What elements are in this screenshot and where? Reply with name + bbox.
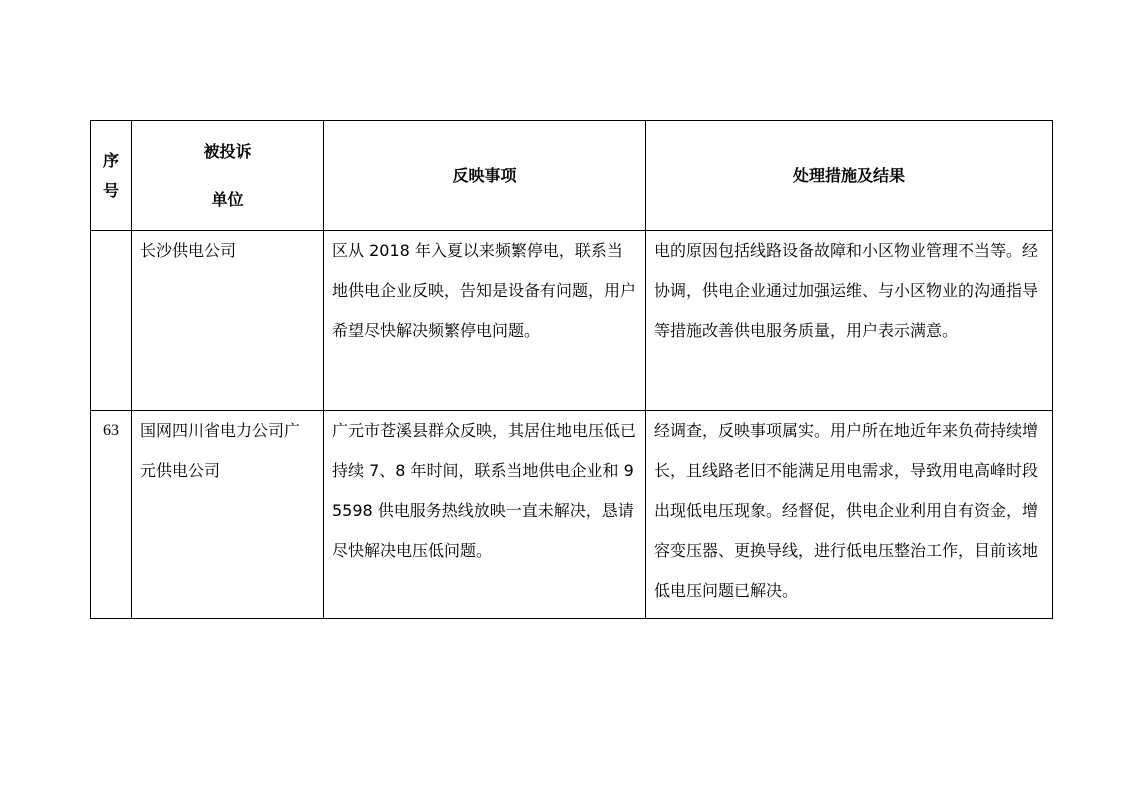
row-result [646,231,1053,411]
row-seq: 63 [91,411,132,619]
header-matter: 反映事项 [324,121,646,231]
header-seq-line2: 号 [102,180,119,200]
header-unit [132,121,324,231]
row-matter [324,231,646,411]
header-unit-line2: 单位 [211,189,244,209]
row-matter-text: 区从 2018 年入夏以来频繁停电，联系当地供电企业反映，告知是设备有问题，用户希望尽快解决频繁停电问题。 [332,241,637,340]
complaint-table [90,120,1053,619]
row-result [646,411,1053,619]
table-row [91,411,1053,619]
table-row [91,231,1053,411]
row-matter-text: 广元市苍溪县群众反映，其居住地电压低已持续 7、8 年时间，联系当地供电企业和 95598 供电服务热线放映一直未解决，恳请尽快解决电压低问题。 [332,421,637,560]
header-result: 处理措施及结果 [646,121,1053,231]
row-unit-text: 长沙供电公司 [140,241,237,260]
table-header-row [91,121,1053,231]
row-matter [324,411,646,619]
row-result-text: 经调查，反映事项属实。用户所在地近年来负荷持续增长，且线路老旧不能满足用电需求，导致用电高峰时段出现低电压现象。经督促，供电企业利用自有资金，增容变压器、更换导线，进行低电压整治工作，目前该地低电压问题已解决。 [654,421,1039,600]
row-unit-text: 国网四川省电力公司广元供电公司 [140,421,301,480]
header-unit-line1: 被投诉 [203,141,252,161]
row-unit [132,411,324,619]
header-seq [91,121,132,231]
header-seq-line1: 序 [102,150,119,170]
row-seq [91,231,132,411]
row-result-text: 电的原因包括线路设备故障和小区物业管理不当等。经协调，供电企业通过加强运维、与小区物业的沟通指导等措施改善供电服务质量，用户表示满意。 [654,241,1039,340]
row-unit [132,231,324,411]
